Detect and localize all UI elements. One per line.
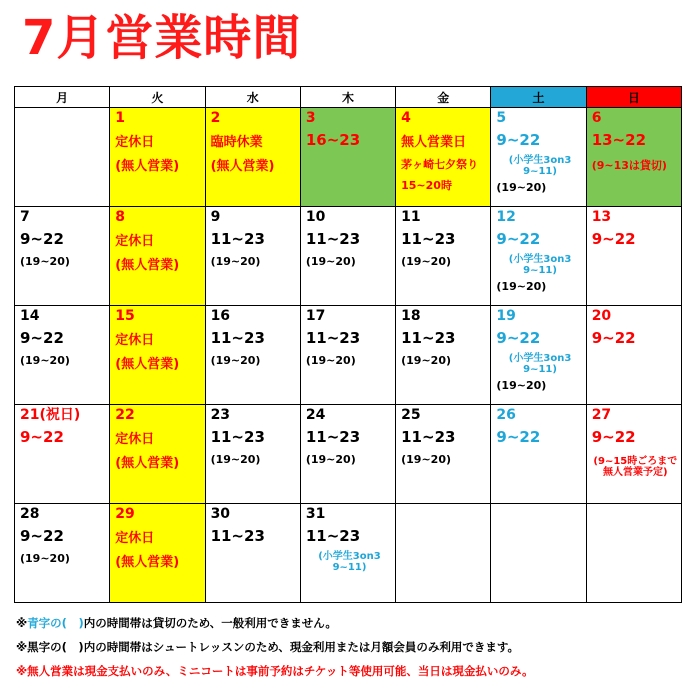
event-hours: 15~20時 [401, 179, 452, 192]
day-cell-17 [300, 306, 395, 405]
day-cell-24 [300, 405, 395, 504]
hours-text: 9~22 [591, 230, 636, 248]
weekday-sat: 土 [491, 87, 586, 108]
calendar-table [14, 86, 682, 603]
reservation-note: (9~13は貸切) [591, 159, 667, 172]
lesson-hours: (19~20) [496, 379, 547, 392]
note-blue-text: 青字の( ) [27, 616, 84, 630]
unmanned-label: (無人営業) [115, 258, 180, 273]
day-number: 26 [496, 407, 516, 423]
hours-text: 9~22 [20, 428, 64, 446]
day-number: 11 [401, 209, 421, 225]
unmanned-label: (無人営業) [115, 357, 180, 372]
reservation-note-2: 9~11) [523, 364, 557, 375]
day-cell-29 [110, 504, 205, 603]
note-rental [16, 612, 696, 636]
day-number: 12 [496, 209, 516, 225]
lesson-hours: (19~20) [401, 255, 452, 268]
day-number: 6 [591, 110, 602, 126]
lesson-hours: (19~20) [210, 453, 261, 466]
lesson-hours: (19~20) [210, 255, 261, 268]
day-cell-28 [15, 504, 110, 603]
unmanned-label: (無人営業) [115, 555, 180, 570]
day-number: 29 [115, 506, 135, 522]
day-cell-15 [110, 306, 205, 405]
hours-text: 9~22 [20, 230, 64, 248]
day-number: 2 [210, 110, 221, 126]
hours-text: 11~23 [401, 428, 456, 446]
unmanned-label: (無人営業) [210, 159, 275, 174]
lesson-hours: (19~20) [305, 255, 356, 268]
unmanned-note-2: 無人営業予定) [603, 467, 668, 478]
closed-label: 定休日 [115, 432, 155, 447]
day-cell-31 [300, 504, 395, 603]
hours-text: 11~23 [210, 329, 265, 347]
day-cell-7 [15, 207, 110, 306]
weekday-tue: 火 [110, 87, 205, 108]
lesson-hours: (19~20) [20, 255, 70, 268]
day-cell-13 [586, 207, 681, 306]
day-number: 25 [401, 407, 421, 423]
unmanned-label: (無人営業) [115, 159, 180, 174]
day-number: 31 [305, 506, 326, 522]
empty-cell [15, 108, 110, 207]
day-cell-6 [586, 108, 681, 207]
lesson-hours: (19~20) [401, 354, 452, 367]
lesson-hours: (19~20) [496, 280, 547, 293]
hours-text: 11~23 [305, 428, 361, 446]
hours-text: 11~23 [210, 527, 265, 545]
hours-text: 9~22 [591, 428, 636, 446]
day-cell-11 [396, 207, 491, 306]
day-cell-23 [205, 405, 300, 504]
closed-label: 定休日 [115, 234, 155, 249]
temporary-closed-label: 臨時休業 [210, 135, 263, 150]
empty-cell [491, 504, 586, 603]
hours-text: 11~23 [401, 329, 456, 347]
week-row-2 [15, 207, 682, 306]
empty-cell [396, 504, 491, 603]
day-number: 14 [20, 308, 40, 324]
day-cell-19 [491, 306, 586, 405]
closed-label: 定休日 [115, 531, 155, 546]
hours-text: 9~22 [496, 230, 541, 248]
day-number: 13 [591, 209, 612, 225]
hours-text: 9~22 [496, 329, 541, 347]
day-number: 19 [496, 308, 516, 324]
page-title: 7月営業時間 [22, 10, 302, 66]
week-row-3 [15, 306, 682, 405]
unmanned-day-label: 無人営業日 [401, 135, 467, 150]
hours-text: 11~23 [401, 230, 456, 248]
day-cell-1 [110, 108, 205, 207]
hours-text: 11~23 [305, 527, 361, 545]
day-cell-10 [300, 207, 395, 306]
day-cell-26 [491, 405, 586, 504]
day-number: 8 [115, 209, 126, 225]
day-number: 27 [591, 407, 612, 423]
weekday-sun: 日 [586, 87, 681, 108]
lesson-hours: (19~20) [20, 354, 70, 367]
weekday-fri: 金 [396, 87, 491, 108]
closed-label: 定休日 [115, 333, 155, 348]
hours-text: 9~22 [591, 329, 636, 347]
note-prefix: ※ [16, 616, 28, 630]
lesson-hours: (19~20) [401, 453, 452, 466]
hours-text: 9~22 [496, 131, 541, 149]
empty-cell [586, 504, 681, 603]
weekday-mon: 月 [15, 87, 110, 108]
weekday-thu: 木 [300, 87, 395, 108]
reservation-note-1: (小学生3on3 [508, 353, 572, 364]
day-cell-4 [396, 108, 491, 207]
unmanned-label: (無人営業) [115, 456, 180, 471]
week-row-4 [15, 405, 682, 504]
hours-text: 11~23 [210, 428, 265, 446]
day-cell-5 [491, 108, 586, 207]
day-cell-9 [205, 207, 300, 306]
hours-text: 16~23 [305, 131, 361, 149]
day-cell-2 [205, 108, 300, 207]
weekday-wed: 水 [205, 87, 300, 108]
day-number: 30 [210, 506, 231, 522]
day-cell-21 [15, 405, 110, 504]
hours-text: 11~23 [210, 230, 265, 248]
week-row-5 [15, 504, 682, 603]
week-row-1 [15, 108, 682, 207]
reservation-note-1: (小学生3on3 [318, 551, 381, 562]
hours-text: 9~22 [20, 329, 64, 347]
day-cell-30 [205, 504, 300, 603]
hours-text: 13~22 [591, 131, 647, 149]
day-number: 24 [305, 407, 326, 423]
day-cell-3 [300, 108, 395, 207]
day-number: 10 [305, 209, 326, 225]
hours-text: 9~22 [496, 428, 541, 446]
day-number: 16 [210, 308, 231, 324]
day-number: 22 [115, 407, 135, 423]
closed-label: 定休日 [115, 135, 155, 150]
day-cell-27 [586, 405, 681, 504]
lesson-hours: (19~20) [305, 453, 356, 466]
reservation-note-2: 9~11) [523, 166, 557, 177]
day-number: 21(祝日) [20, 407, 81, 423]
day-number: 17 [305, 308, 326, 324]
day-cell-25 [396, 405, 491, 504]
reservation-note-1: (小学生3on3 [508, 155, 572, 166]
lesson-hours: (19~20) [305, 354, 356, 367]
day-number: 23 [210, 407, 231, 423]
day-cell-14 [15, 306, 110, 405]
day-cell-20 [586, 306, 681, 405]
note-text: 内の時間帯は貸切のため、一般利用できません。 [83, 616, 337, 630]
day-number: 3 [305, 110, 316, 126]
note-lesson: ※黒字の( )内の時間帯はシュートレッスンのため、現金利用または月額会員のみ利用できます。 [16, 640, 519, 654]
day-cell-8 [110, 207, 205, 306]
event-label: 茅ヶ崎七夕祭り [401, 158, 479, 171]
day-number: 9 [210, 209, 221, 225]
notes-section [16, 612, 696, 684]
reservation-note-2: 9~11) [332, 562, 367, 573]
lesson-hours: (19~20) [496, 181, 547, 194]
day-cell-12 [491, 207, 586, 306]
unmanned-note-1: (9~15時ごろまで [593, 456, 678, 467]
hours-text: 9~22 [20, 527, 64, 545]
day-number: 28 [20, 506, 40, 522]
day-cell-22 [110, 405, 205, 504]
day-cell-18 [396, 306, 491, 405]
lesson-hours: (19~20) [210, 354, 261, 367]
day-number: 5 [496, 110, 507, 126]
lesson-hours: (19~20) [20, 552, 70, 565]
reservation-note-1: (小学生3on3 [508, 254, 572, 265]
day-cell-16 [205, 306, 300, 405]
day-number: 7 [20, 209, 30, 225]
hours-text: 11~23 [305, 230, 361, 248]
note-unmanned: ※無人営業は現金支払いのみ、ミニコートは事前予約はチケット等使用可能、当日は現金払いのみ。 [16, 664, 534, 678]
weekday-header-row [15, 87, 682, 108]
hours-text: 11~23 [305, 329, 361, 347]
reservation-note-2: 9~11) [523, 265, 557, 276]
day-number: 1 [115, 110, 126, 126]
day-number: 20 [591, 308, 612, 324]
day-number: 18 [401, 308, 421, 324]
day-number: 4 [401, 110, 411, 126]
day-number: 15 [115, 308, 135, 324]
